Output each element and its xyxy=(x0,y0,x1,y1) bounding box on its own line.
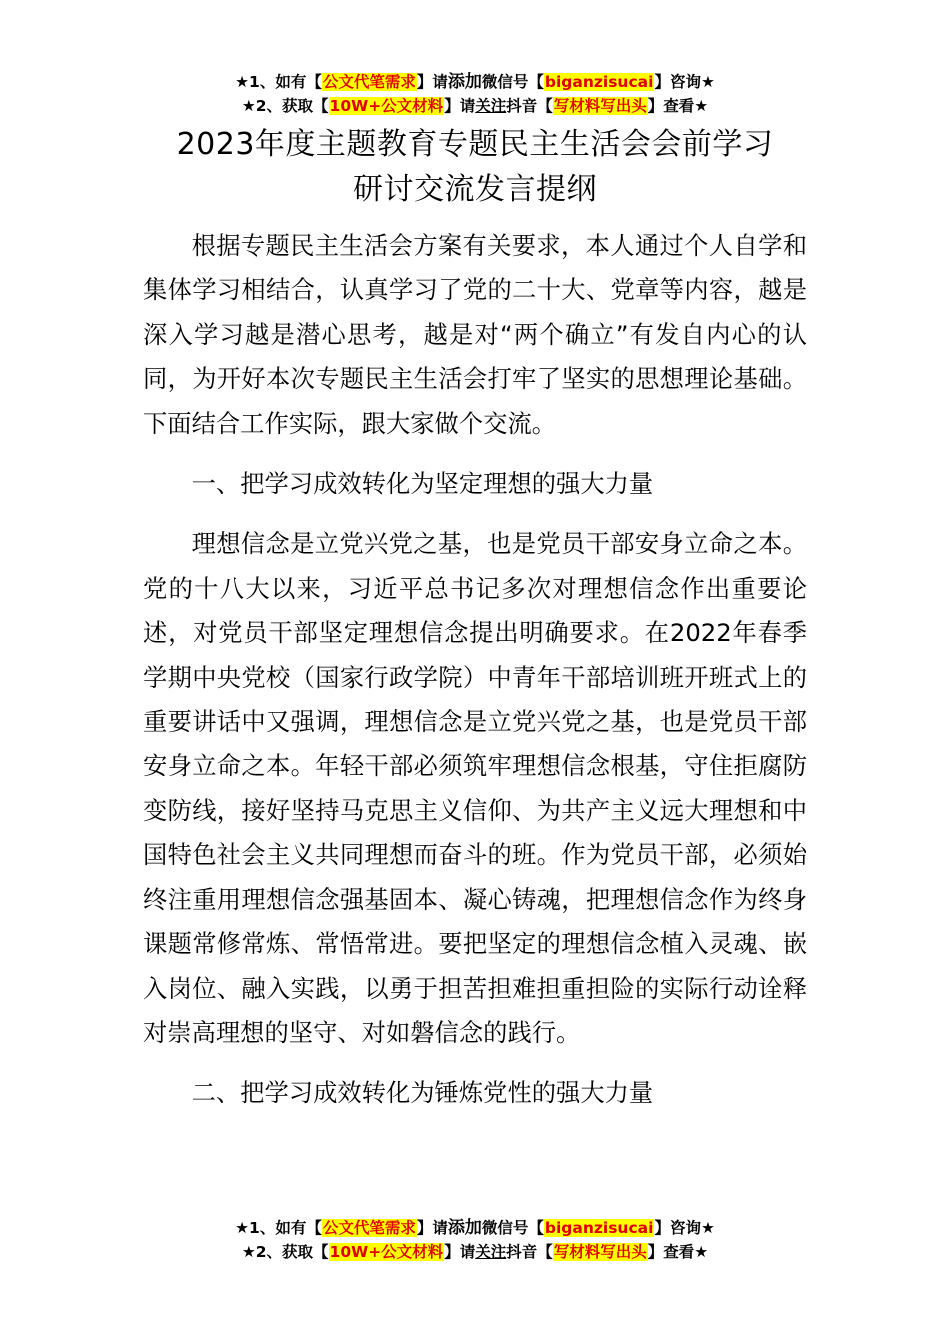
banner-text: 】请 xyxy=(416,73,448,91)
banner-line-2 xyxy=(0,1240,950,1264)
document-title xyxy=(0,122,950,212)
banner-text: ★1、如有【 xyxy=(235,73,322,91)
banner-text: 】请 xyxy=(444,97,476,115)
highlight-materials: 10W+公文材料 xyxy=(329,97,444,115)
banner-text: 】咨询★ xyxy=(654,1219,715,1237)
highlight-wechat-id: biganzisucai xyxy=(544,73,654,91)
banner-text: 微信号【 xyxy=(481,73,544,91)
banner-text: 】查看★ xyxy=(647,97,709,115)
banner-emphasis: 添加 xyxy=(447,1218,482,1238)
banner-line-1 xyxy=(0,1216,950,1240)
highlight-service: 公文代笔需求 xyxy=(322,73,416,91)
banner-text: 抖音【 xyxy=(506,1243,553,1261)
highlight-service: 公文代笔需求 xyxy=(322,1219,416,1237)
banner-text: 抖音【 xyxy=(506,97,553,115)
banner-emphasis: 关注 xyxy=(475,97,507,115)
document-body xyxy=(143,224,807,1132)
banner-text: ★2、获取【 xyxy=(241,97,329,115)
banner-emphasis: 添加 xyxy=(447,72,482,92)
highlight-materials: 10W+公文材料 xyxy=(329,1243,444,1261)
banner-text: 】请 xyxy=(444,1243,476,1261)
highlight-wechat-id: biganzisucai xyxy=(544,1219,654,1237)
banner-text: 】请 xyxy=(416,1219,448,1237)
banner-line-2 xyxy=(0,94,950,118)
section-1-paragraph: 理想信念是立党兴党之基，也是党员干部安身立命之本。党的十八大以来，习近平总书记多次对理想信念作出重要论述，对党员干部坚定理想信念提出明确要求。在2022年春季学期中央党校（国家行政学院）中青年干部培训班开班式上的重要讲话中又强调，理想信念是立党兴党之基，也是党员干部安身立命之本。年轻干部必须筑牢理想信念根基，守住拒腐防变防线，接好坚持马克思主义信仰、为共产主义远大理想和中国特色社会主义共同理想而奋斗的班。作为党员干部，必须始终注重用理想信念强基固本、凝心铸魂，把理想信念作为终身课题常修常炼、常悟常进。要把坚定的理想信念植入灵魂、嵌入岗位、融入实践，以勇于担苦担难担重担险的实际行动诠释对崇高理想的坚守、对如磐信念的践行。 xyxy=(143,529,807,1047)
footer-banner xyxy=(0,1216,950,1264)
section-heading-2: 二、把学习成效转化为锤炼党性的强大力量 xyxy=(191,1078,654,1108)
header-banner xyxy=(0,70,950,118)
banner-line-1 xyxy=(0,70,950,94)
banner-text: 】咨询★ xyxy=(654,73,715,91)
banner-text: ★1、如有【 xyxy=(235,1219,322,1237)
banner-text: 微信号【 xyxy=(481,1219,544,1237)
banner-text: 】查看★ xyxy=(647,1243,709,1261)
banner-text: ★2、获取【 xyxy=(241,1243,329,1261)
intro-paragraph: 根据专题民主生活会方案有关要求，本人通过个人自学和集体学习相结合，认真学习了党的二十大、党章等内容，越是深入学习越是潜心思考，越是对“两个确立”有发自内心的认同，为开好本次专题民主生活会打牢了坚实的思想理论基础。下面结合工作实际，跟大家做个交流。 xyxy=(143,231,807,438)
banner-emphasis: 关注 xyxy=(475,1243,507,1261)
title-line-1: 2023年度主题教育专题民主生活会会前学习 xyxy=(176,127,774,162)
highlight-douyin-account: 写材料写出头 xyxy=(553,1243,647,1261)
title-line-2: 研讨交流发言提纲 xyxy=(353,172,597,207)
highlight-douyin-account: 写材料写出头 xyxy=(553,97,647,115)
section-heading-1: 一、把学习成效转化为坚定理想的强大力量 xyxy=(191,469,654,499)
